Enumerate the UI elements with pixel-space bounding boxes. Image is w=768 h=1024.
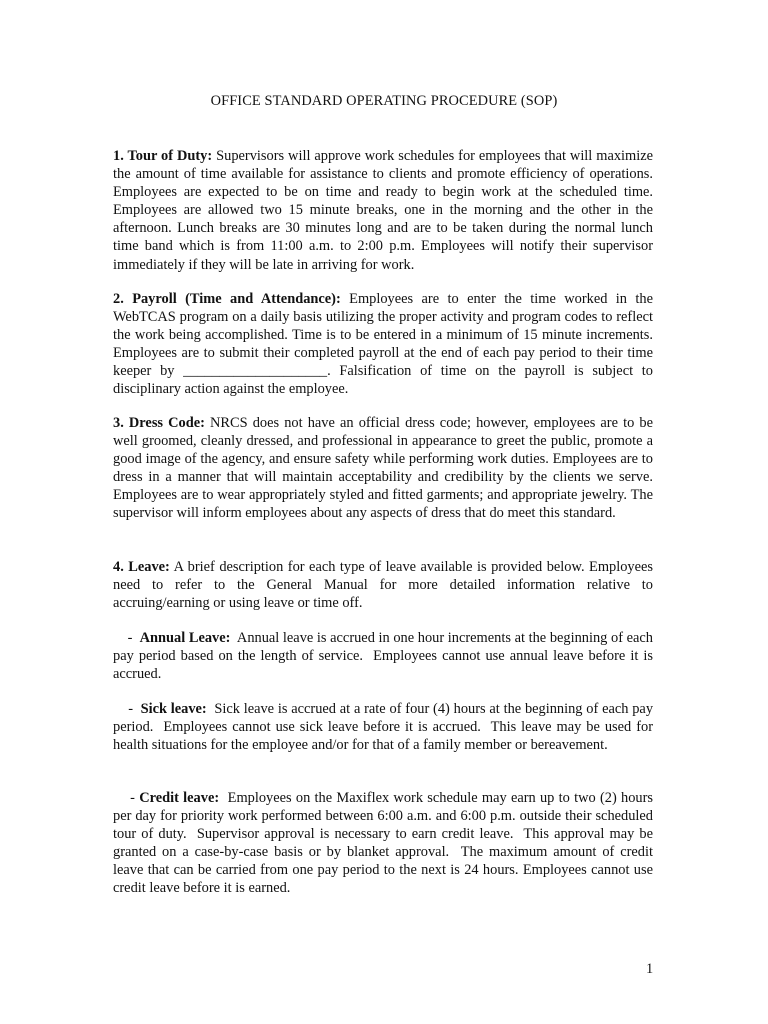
subsection-body: Annual leave is accrued in one hour increments at the beginning of each pay period based on the length of service. Employees cannot use annual leave before it is accrued. [113,630,657,683]
subsection-body: Employees on the Maxiflex work schedule may earn up to two (2) hours per day for priority work performed between 6:00 a.m. and 6:00 p.m. outside their scheduled tour of duty. Supervisor approval is necessary to earn credit leave. This approval may be granted on a case-by-case basis or by blanket approval. The maximum amount of credit leave that can be carried from one pay period to the next is 24 hours. Employees cannot use credit leave before it is earned. [113,790,657,897]
section-body: Employees are to enter the time worked in the WebTCAS program on a daily basis utilizing the proper activity and program codes to reflect the work being accomplished. Time is to be entered in a minimum of 15 minute increments. Employees are to submit their completed payroll at the end of each pay period to their time keeper by ____________________. Falsification of time on the payroll is subject to disciplinary action against the employee. [113,291,653,398]
subsection-annual-leave [113,629,657,683]
subsection-heading: Annual Leave: [139,630,231,646]
subsection-heading: Credit leave: [139,790,220,806]
subsection-credit-leave [113,789,657,898]
section-heading: 4. Leave: [113,559,170,575]
list-dash: - [113,790,140,806]
section-body: Supervisors will approve work schedules for employees that will maximize the amount of time available for assistance to clients and promote efficiency of operations. Employees are expected to be on time and ready to begin work at the scheduled time. Employees are allowed two 15 minute breaks, one in the morning and the other in the afternoon. Lunch breaks are 30 minutes long and are to be taken during the normal lunch time band which is from 11:00 a.m. to 2:00 p.m. Employees will notify their supervisor immediately if they will be late in arriving for work. [113,148,654,273]
section-heading: 3. Dress Code: [113,415,205,431]
section-heading: 1. Tour of Duty: [113,148,213,164]
section-payroll [113,290,653,399]
subsection-body: Sick leave is accrued at a rate of four (4) hours at the beginning of each pay period. Employees cannot use sick leave before it is accrued. This leave may be used for health situations for the employee and/or for that of a family member or bereavement. [113,701,657,754]
section-tour-of-duty [113,147,653,274]
page-number: 1 [646,961,654,977]
section-leave [113,558,653,612]
section-body: A brief description for each type of leave available is provided below. Employees need to refer to the General Manual for more detailed information relative to accruing/earning or using leave or time off. [113,559,653,612]
list-dash: - [113,630,140,646]
section-heading: 2. Payroll (Time and Attendance): [113,291,341,307]
subsection-heading: Sick leave: [140,701,207,717]
list-dash: - [113,701,141,717]
section-dress-code [113,414,653,523]
document-title: OFFICE STANDARD OPERATING PROCEDURE (SOP) [210,93,558,109]
subsection-sick-leave [113,700,657,754]
section-body: NRCS does not have an official dress code; however, employees are to be well groomed, cleanly dressed, and professional in appearance to greet the public, promote a good image of the agency, and ensure safety while performing work duties. Employees are to dress in a manner that will maintain acceptability and credibility by the clients we serve. Employees are to wear appropriately styled and fitted garments; and appropriate jewelry. The supervisor will inform employees about any aspects of dress that do meet this standard. [113,415,653,522]
